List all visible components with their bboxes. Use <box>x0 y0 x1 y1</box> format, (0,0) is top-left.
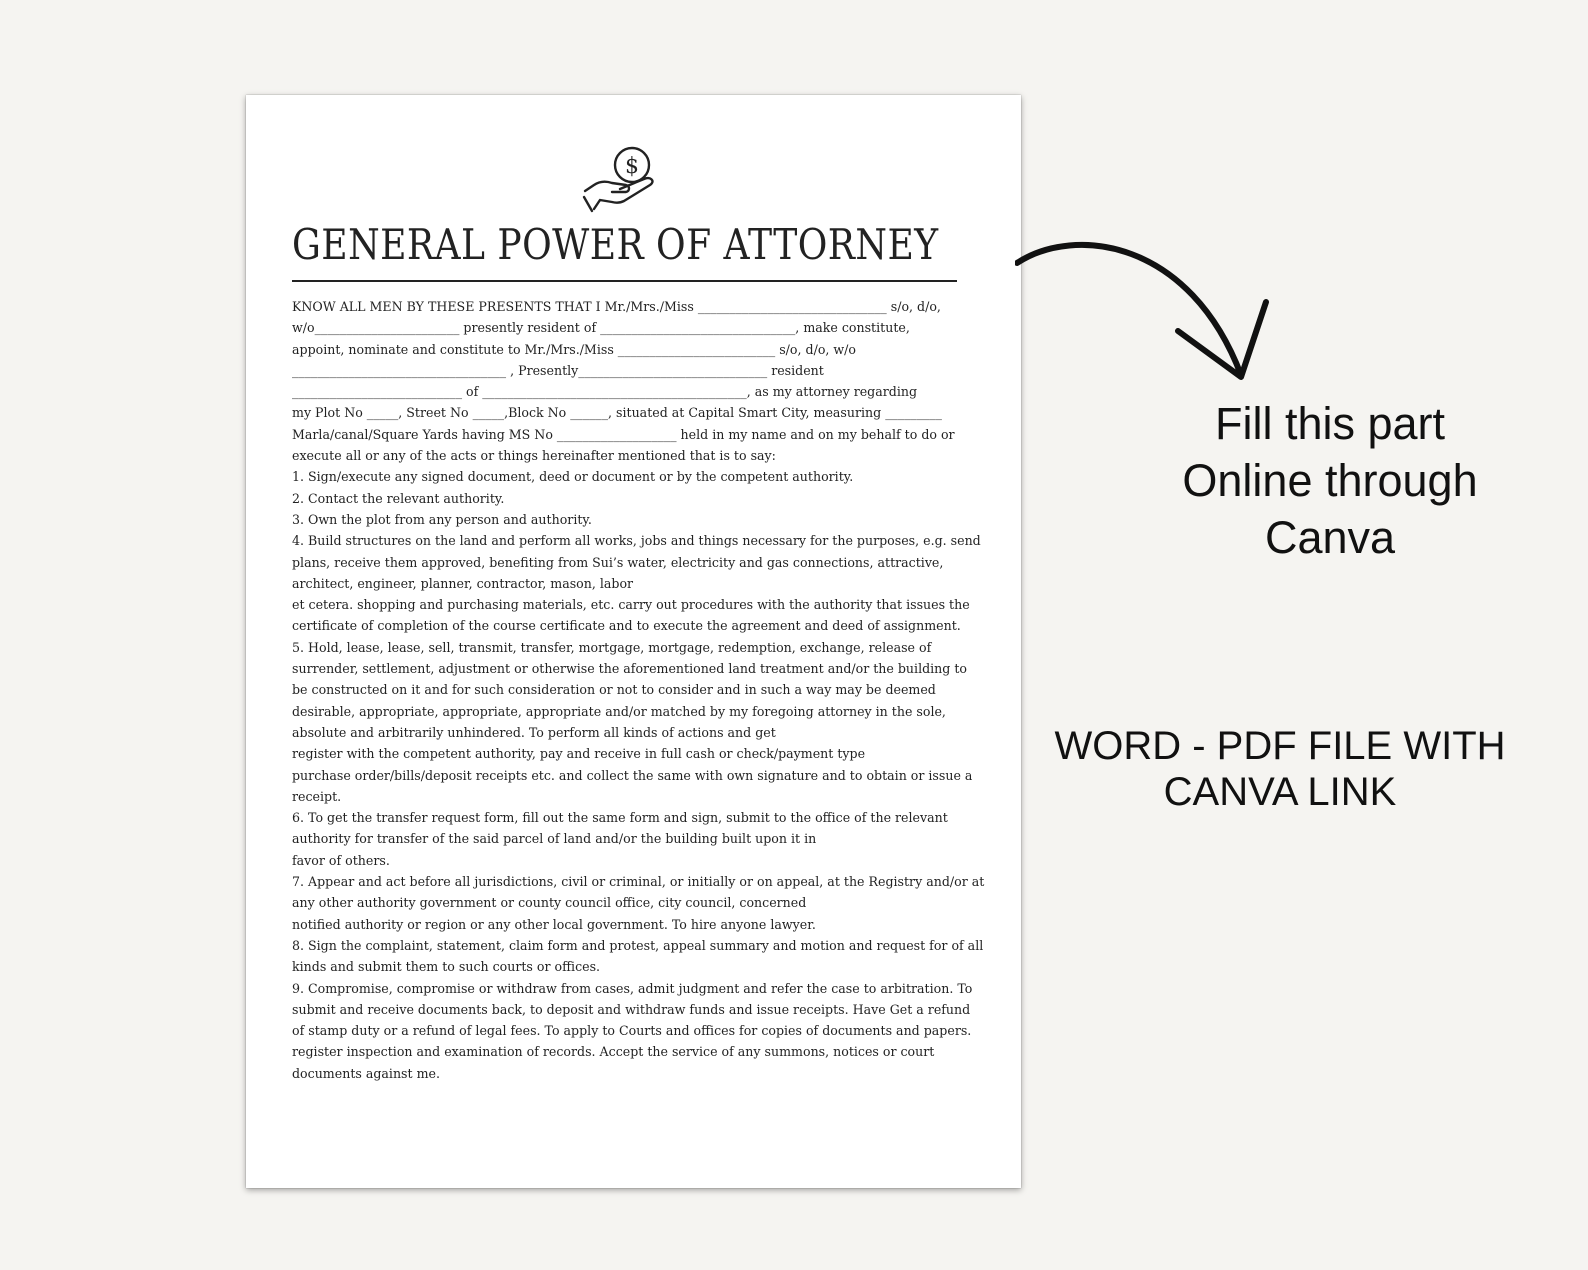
document-line: __________________________________ , Presently______________________________ resident <box>292 362 824 378</box>
document-line: Marla/canal/Square Yards having MS No ___________________ held in my name and on my behalf to do or <box>292 426 955 442</box>
document-line: execute all or any of the acts or things hereinafter mentioned that is to say: <box>292 448 776 464</box>
document-line: receipt. <box>292 788 342 804</box>
document-line: submit and receive documents back, to deposit and withdraw funds and issue receipts. Have Get a refund <box>292 1001 971 1017</box>
file-format-note <box>1050 723 1510 815</box>
document-line: register with the competent authority, pay and receive in full cash or check/payment type <box>292 746 866 762</box>
file-note-line: WORD - PDF FILE WITH <box>1054 724 1506 768</box>
document-line: w/o_______________________ presently resident of _______________________________, make constitute, <box>292 320 910 336</box>
document-line: et cetera. shopping and purchasing materials, etc. carry out procedures with the authority that issues the <box>292 597 970 613</box>
fill-online-note <box>1120 395 1540 566</box>
document-line: architect, engineer, planner, contractor, mason, labor <box>292 575 634 591</box>
curved-arrow-icon <box>1015 235 1285 395</box>
document-line: 2. Contact the relevant authority. <box>292 490 505 506</box>
document-line: KNOW ALL MEN BY THESE PRESENTS THAT I Mr./Mrs./Miss ______________________________ s/o, d/o, <box>292 299 941 314</box>
document-line: any other authority government or county council office, city council, concerned <box>292 895 807 911</box>
file-note-line: CANVA LINK <box>1163 770 1397 814</box>
document-line: ___________________________ of __________________________________________, as my attorney regarding <box>292 384 918 400</box>
document-line: be constructed on it and for such consideration or not to consider and in such a way may be deemed <box>292 682 936 698</box>
fill-note-line: Fill this part <box>1214 398 1446 449</box>
document-line: documents against me. <box>292 1065 440 1081</box>
document-line: 9. Compromise, compromise or withdraw from cases, admit judgment and refer the case to arbitration. To <box>292 980 973 996</box>
document-line: 8. Sign the complaint, statement, claim form and protest, appeal summary and motion and request for of all <box>292 937 984 953</box>
document-line: plans, receive them approved, benefiting from Sui’s water, electricity and gas connections, attractive, <box>292 554 944 570</box>
document-line: 1. Sign/execute any signed document, deed or document or by the competent authority. <box>292 469 854 485</box>
document-line: kinds and submit them to such courts or offices. <box>292 959 601 975</box>
document-page <box>246 95 1021 1188</box>
document-line: certificate of completion of the course certificate and to execute the agreement and deed of assignment. <box>292 618 961 634</box>
document-line: surrender, settlement, adjustment or otherwise the aforementioned land treatment and/or the building to <box>292 661 968 677</box>
document-line: purchase order/bills/deposit receipts etc. and collect the same with own signature and to obtain or issue a <box>292 767 973 783</box>
document-line: authority for transfer of the said parcel of land and/or the building built upon it in <box>292 831 817 847</box>
document-line: register inspection and examination of records. Accept the service of any summons, notices or court <box>292 1044 935 1060</box>
document-body <box>292 296 985 1084</box>
hand-holding-dollar-icon <box>582 145 662 217</box>
document-line: appoint, nominate and constitute to Mr./Mrs./Miss _________________________ s/o, d/o, w/o <box>292 341 857 357</box>
document-line: notified authority or region or any other local government. To hire anyone lawyer. <box>292 916 816 932</box>
fill-note-line: Canva <box>1264 512 1396 563</box>
title-divider <box>292 280 957 282</box>
document-line: 7. Appear and act before all jurisdictions, civil or criminal, or initially or on appeal, at the Registry and/or at <box>292 874 985 890</box>
document-line: absolute and arbitrarily unhindered. To perform all kinds of actions and get <box>292 724 776 740</box>
fill-note-line: Online through <box>1182 455 1478 506</box>
document-line: of stamp duty or a refund of legal fees. To apply to Courts and offices for copies of documents and papers. <box>292 1023 972 1039</box>
document-line: desirable, appropriate, appropriate, appropriate and/or matched by my foregoing attorney in the sole, <box>292 703 946 719</box>
svg-text:$: $ <box>625 154 639 179</box>
document-line: favor of others. <box>292 852 390 868</box>
document-line: my Plot No _____, Street No _____,Block No ______, situated at Capital Smart City, measuring _________ <box>292 405 942 421</box>
document-line: 3. Own the plot from any person and authority. <box>292 511 592 527</box>
document-line: 6. To get the transfer request form, fill out the same form and sign, submit to the office of the relevant <box>292 810 948 826</box>
document-title: GENERAL POWER OF ATTORNEY <box>292 220 939 269</box>
document-line: 4. Build structures on the land and perform all works, jobs and things necessary for the purposes, e.g. send <box>292 533 981 549</box>
document-line: 5. Hold, lease, lease, sell, transmit, transfer, mortgage, mortgage, redemption, exchange, release of <box>292 639 932 655</box>
